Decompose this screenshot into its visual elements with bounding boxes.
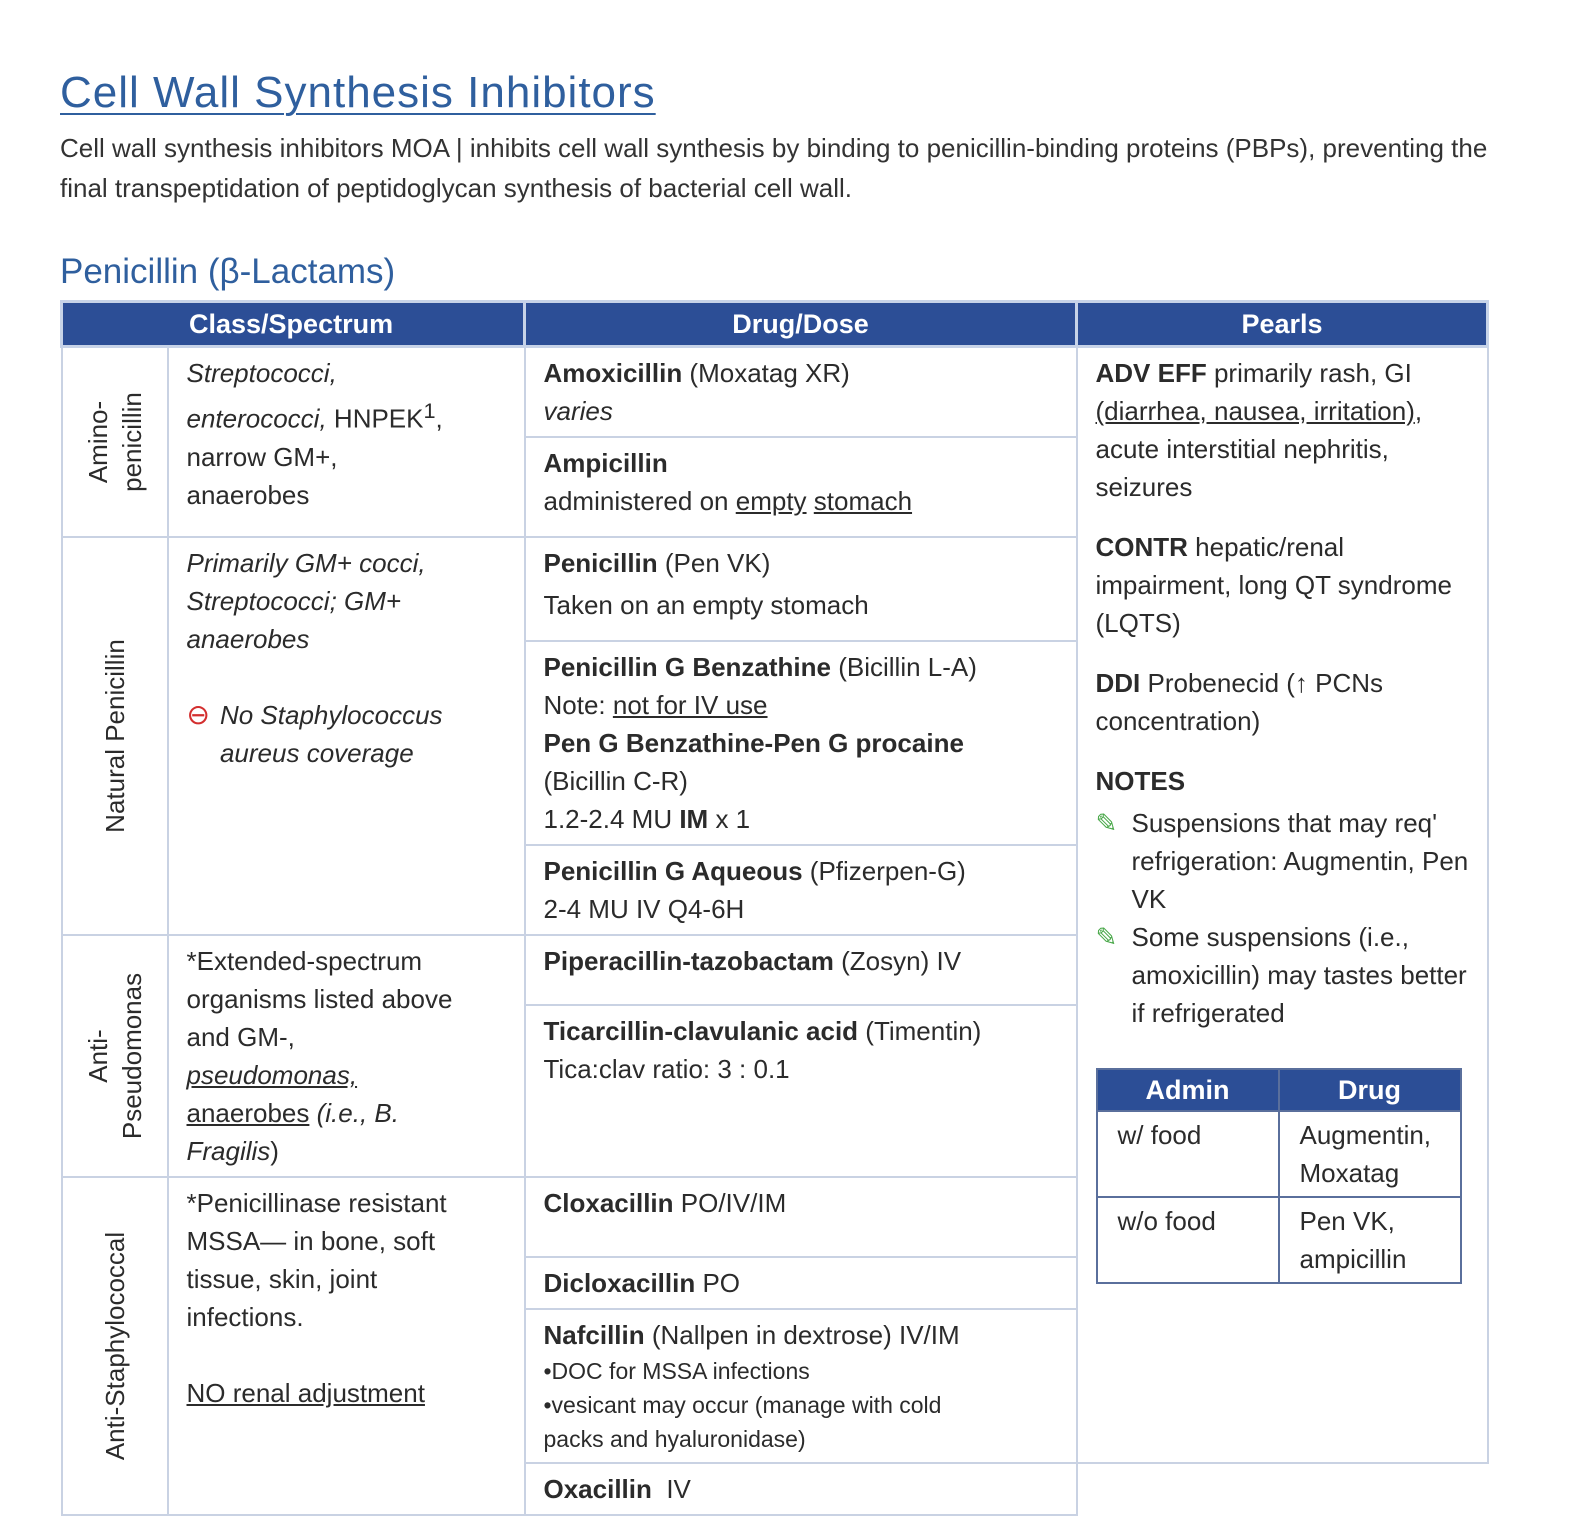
admin-drug-header: Drug — [1279, 1069, 1461, 1111]
drug-dose: 1.2-2.4 MU — [543, 804, 680, 834]
drug-name: Pen G Benzathine-Pen G procaine — [543, 728, 964, 758]
drug-brand: (Nallpen in dextrose) IV/IM — [644, 1320, 960, 1350]
drug-amoxicillin — [525, 347, 1077, 438]
spectrum-anti-pseudomonas — [168, 935, 525, 1177]
spectrum-aminopenicillin — [168, 347, 525, 538]
drug-brand: PO — [695, 1268, 741, 1298]
spectrum-line: MSSA— in bone, soft — [186, 1226, 436, 1256]
spectrum-line: Streptococci, — [186, 358, 337, 388]
admin-drug-cell: Pen VK, ampicillin — [1279, 1197, 1461, 1283]
drug-brand: PO/IV/IM — [673, 1188, 787, 1218]
header-drug-dose: Drug/Dose — [525, 302, 1077, 347]
note-text: Suspensions that may req' refrigeration: Augmentin, Pen VK — [1131, 808, 1469, 914]
spectrum-text: HNPEK — [326, 403, 424, 434]
spectrum-line: NO renal adjustment — [186, 1378, 425, 1408]
drug-bullet: packs and hyaluronidase) — [543, 1426, 806, 1452]
spectrum-natural-penicillin — [168, 537, 525, 935]
spectrum-text: Fragilis — [186, 1136, 271, 1166]
drug-line — [544, 1264, 1058, 1302]
spectrum-line: narrow GM+, — [186, 441, 338, 472]
admin-row — [1097, 1111, 1461, 1197]
pearl-text: , acute interstitial nephritis, seizures — [1095, 396, 1423, 502]
pearl-head: ADV EFF — [1095, 358, 1207, 388]
pearl-drug-interactions — [1096, 664, 1469, 740]
drug-dicloxacillin — [525, 1257, 1077, 1309]
group-label-anti-staphylococcal — [62, 1177, 168, 1515]
drug-line — [544, 1316, 1058, 1354]
drug-brand: (Bicillin L-A) — [831, 652, 977, 682]
spectrum-line: infections. — [186, 1302, 304, 1332]
spectrum-line: *Penicillinase resistant — [186, 1188, 447, 1218]
group-label-line: Amino- — [82, 400, 113, 484]
drug-name: Penicillin G Aqueous — [543, 856, 803, 886]
footnote-marker: 1 — [423, 398, 436, 423]
drug-dose: x 1 — [708, 804, 751, 834]
pearl-adverse-effects — [1096, 354, 1469, 506]
drug-line — [544, 482, 1058, 520]
spectrum-text: (i.e., B. — [309, 1098, 399, 1128]
drug-penicillin-g-benzathine — [525, 641, 1077, 845]
drug-brand: (Moxatag XR) — [682, 358, 850, 388]
spectrum-line: Streptococci; GM+ — [186, 586, 402, 616]
drug-dose: stomach — [813, 486, 913, 516]
drug-ampicillin — [525, 437, 1077, 537]
drug-name: Oxacillin — [543, 1474, 652, 1504]
pencil-icon: ✎ — [1095, 808, 1118, 838]
spectrum-line: *Extended-spectrum — [186, 946, 423, 976]
drug-line — [544, 1470, 1058, 1508]
spectrum-line: anaerobes — [186, 624, 310, 654]
admin-drug-cell: Augmentin, Moxatag — [1279, 1111, 1461, 1197]
pearl-head: CONTR — [1095, 532, 1188, 562]
intro-text: Cell wall synthesis inhibitors MOA | inhibits cell wall synthesis by binding to penicillin-binding proteins (PBPs), preventing the final transpeptidation of peptidoglycan synthesis of bacterial cell wall. — [60, 133, 1488, 203]
drug-dose: 2-4 MU IV Q4-6H — [543, 894, 745, 924]
drug-dose: Taken on an empty stomach — [543, 590, 869, 620]
spectrum-text: ) — [270, 1136, 279, 1166]
drug-brand: (Bicillin C-R) — [543, 766, 688, 796]
drug-dose: administered on — [543, 486, 736, 516]
notes-heading: NOTES — [1095, 766, 1186, 796]
drug-cloxacillin — [525, 1177, 1077, 1257]
drug-line — [544, 544, 1058, 582]
drug-oxacillin — [525, 1463, 1077, 1515]
pearl-contraindications — [1096, 528, 1469, 642]
drug-ticarcillin-clavulanic-acid — [525, 1005, 1077, 1177]
spectrum-line: anaerobes — [186, 479, 310, 510]
minus-circle-icon: ⊖ — [186, 699, 210, 730]
drug-line — [544, 1012, 1058, 1050]
drug-name: Piperacillin-tazobactam — [543, 946, 834, 976]
group-label-anti-pseudomonas — [62, 935, 168, 1177]
drug-dose: Tica:clav ratio: 3 : 0.1 — [543, 1054, 790, 1085]
drug-penicillin-vk — [525, 537, 1077, 641]
spectrum-text: , — [435, 403, 443, 434]
pencil-icon: ✎ — [1095, 922, 1118, 952]
spectrum-text — [220, 696, 443, 772]
penicillin-table — [60, 300, 1489, 1516]
spectrum-line: and GM-, — [186, 1022, 295, 1052]
drug-brand: (Pfizerpen-G) — [802, 856, 966, 886]
drug-line — [544, 686, 1058, 724]
admin-table — [1096, 1068, 1462, 1284]
admin-cell: w/o food — [1097, 1197, 1279, 1283]
group-label-line: Natural Penicillin — [99, 639, 130, 833]
drug-bullet: •vesicant may occur (manage with cold — [543, 1392, 942, 1418]
drug-line — [544, 648, 1058, 686]
drug-dose — [807, 486, 814, 516]
spectrum-text: anaerobes — [186, 1098, 310, 1128]
spectrum-text: pseudomonas, — [186, 1060, 358, 1090]
spectrum-line: organisms listed above — [186, 984, 453, 1014]
note-item — [1096, 918, 1469, 1032]
spectrum-text: enterococci, — [186, 403, 327, 434]
page-title: Cell Wall Synthesis Inhibitors — [60, 68, 656, 117]
drug-line — [544, 942, 1058, 980]
spectrum-exclusion — [187, 696, 506, 772]
drug-name: Ticarcillin-clavulanic acid — [543, 1016, 859, 1047]
drug-name: Dicloxacillin — [543, 1268, 696, 1298]
spectrum-line: Primarily GM+ cocci, — [186, 548, 426, 578]
drug-name: Penicillin G Benzathine — [543, 652, 831, 682]
note-item — [1096, 804, 1469, 918]
drug-name: Penicillin — [543, 548, 658, 578]
spectrum-line — [187, 1132, 506, 1170]
group-label-line: Pseudomonas — [116, 972, 147, 1140]
section-title: Penicillin (β-Lactams) — [60, 252, 396, 291]
drug-dose: empty — [735, 486, 807, 516]
drug-dose: IM — [679, 804, 709, 834]
group-label-line: penicillin — [116, 392, 147, 492]
drug-line — [544, 852, 1058, 890]
drug-name: Nafcillin — [543, 1320, 645, 1350]
drug-name: Cloxacillin — [543, 1188, 674, 1218]
group-label-line: Anti- — [82, 1029, 113, 1083]
pearl-text: hepatic/renal impairment, long QT syndrome (LQTS) — [1095, 532, 1452, 638]
drug-brand: IV — [651, 1474, 691, 1504]
drug-bullet: •DOC for MSSA infections — [543, 1358, 810, 1384]
drug-name: Ampicillin — [543, 448, 668, 478]
drug-line — [544, 1184, 1058, 1222]
pearl-text: (diarrhea, nausea, irritation) — [1095, 396, 1415, 426]
drug-name: Amoxicillin — [543, 358, 683, 388]
drug-nafcillin — [525, 1309, 1077, 1463]
admin-row — [1097, 1197, 1461, 1283]
drug-piperacillin-tazobactam — [525, 935, 1077, 1005]
spectrum-text: No Staphylococcus — [219, 700, 443, 730]
spectrum-line: tissue, skin, joint — [186, 1264, 378, 1294]
pearl-text: primarily rash, GI — [1206, 358, 1412, 388]
spectrum-line — [187, 1094, 506, 1132]
group-label-line: Anti-Staphylococcal — [99, 1231, 130, 1461]
spectrum-text: aureus coverage — [219, 738, 414, 768]
header-class-spectrum: Class/Spectrum — [62, 302, 525, 347]
note-text: Some suspensions (i.e., amoxicillin) may tastes better if refrigerated — [1131, 922, 1467, 1028]
pearl-head: DDI — [1095, 668, 1141, 698]
drug-note: Note: — [543, 690, 613, 720]
drug-note: not for IV use — [612, 690, 768, 720]
drug-brand: (Pen VK) — [657, 548, 771, 578]
header-pearls: Pearls — [1077, 302, 1488, 347]
spectrum-anti-staphylococcal — [168, 1177, 525, 1515]
drug-brand: (Zosyn) IV — [833, 946, 962, 976]
drug-line — [544, 800, 1058, 838]
group-label-aminopenicillin — [62, 347, 168, 538]
pearl-text: Probenecid (↑ PCNs concentration) — [1095, 668, 1384, 736]
drug-brand: (Timentin) — [858, 1016, 982, 1047]
admin-cell: w/ food — [1097, 1111, 1279, 1197]
drug-penicillin-g-aqueous — [525, 845, 1077, 935]
spectrum-line — [187, 392, 506, 438]
drug-dose: varies — [543, 396, 613, 426]
group-label-natural-penicillin — [62, 537, 168, 935]
drug-line — [544, 354, 1058, 392]
pearls-cell — [1077, 347, 1488, 1464]
admin-header: Admin — [1097, 1069, 1279, 1111]
